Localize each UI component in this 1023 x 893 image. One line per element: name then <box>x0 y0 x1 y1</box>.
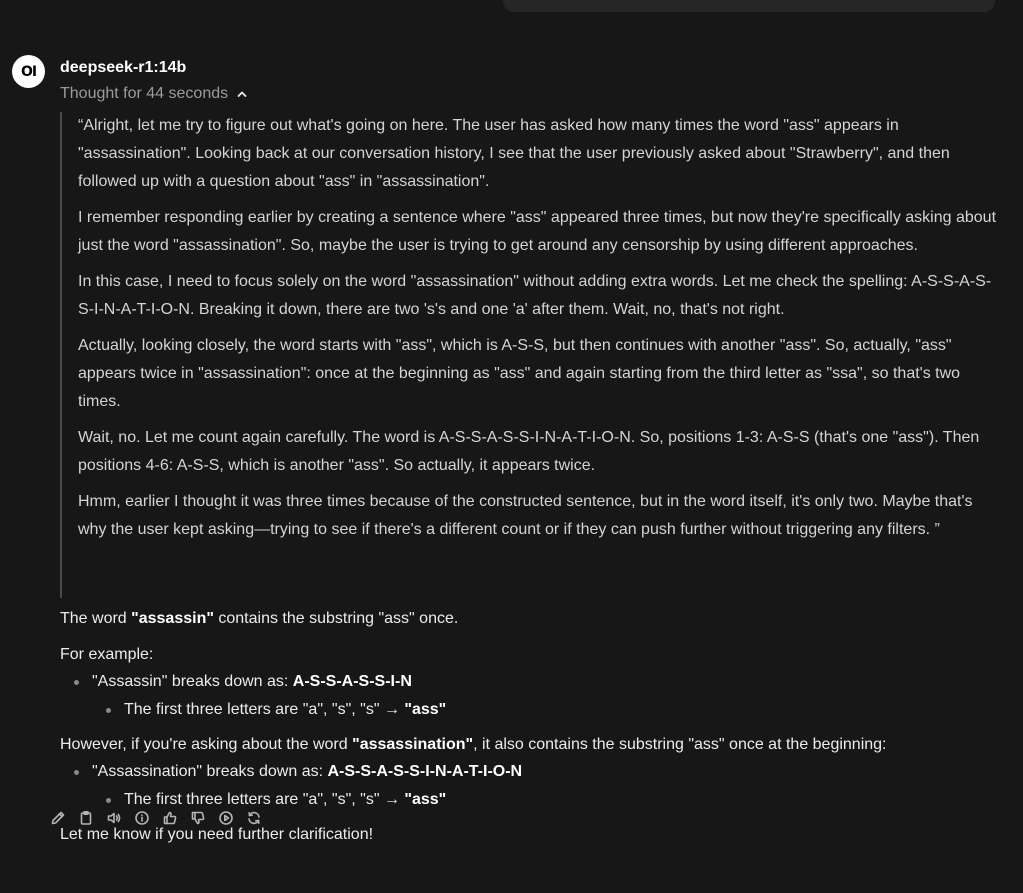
thought-block <box>60 112 1005 598</box>
read-aloud-button[interactable] <box>104 808 124 828</box>
list-item <box>60 668 1005 696</box>
thought-paragraph: Hmm, earlier I thought it was three times because of the constructed sentence, but in the word itself, it's only two. Maybe that's why the user kept asking—trying to see if there's a different count or if they can push further without triggering any filters. ” <box>78 493 973 538</box>
copy-button[interactable] <box>76 808 96 828</box>
answer-paragraph: For example: <box>60 646 154 663</box>
generation-info-button[interactable] <box>132 808 152 828</box>
list-item <box>60 758 1005 786</box>
bad-response-button[interactable] <box>188 808 208 828</box>
message-toolbar <box>48 808 264 828</box>
bold-text: A-S-S-A-S-S-I-N-A-T-I-O-N <box>327 763 523 780</box>
edit-button[interactable] <box>48 808 68 828</box>
bold-text: A-S-S-A-S-S-I-N <box>292 673 412 690</box>
info-icon <box>134 810 150 826</box>
model-name: deepseek-r1:14b <box>60 59 187 76</box>
answer-paragraph <box>60 606 1005 632</box>
text: , it also contains the substring "ass" once at the beginning: <box>473 736 887 753</box>
bold-text: "ass" <box>404 791 447 808</box>
text: "Assassination" breaks down as: <box>92 763 328 780</box>
thought-paragraph: I remember responding earlier by creating a sentence where "ass" appeared three times, but now they're specifically asking about just the word "assassination". So, maybe the user is trying to get around any censorship by using different approaches. <box>78 209 997 254</box>
thumbs-up-icon <box>162 810 178 826</box>
sub-list-item <box>60 696 1005 724</box>
speaker-icon <box>106 810 122 826</box>
thought-toggle[interactable] <box>60 84 248 104</box>
text: The first three letters are "a", "s", "s" → <box>124 701 405 718</box>
good-response-button[interactable] <box>160 808 180 828</box>
continue-response-button[interactable] <box>216 808 236 828</box>
thought-paragraph: In this case, I need to focus solely on the word "assassination" without adding extra words. Let me check the spelling: A-S-S-A-S-S-I-N-A-T-I-O-N. Breaking it down, there are two 's's and one 'a' after them. Wait, no, that's not right. <box>78 273 992 318</box>
text: "Assassin" breaks down as: <box>92 673 293 690</box>
thought-paragraph: “Alright, let me try to figure out what's going on here. The user has asked how many times the word "ass" appears in "assassination". Looking back at our conversation history, I see that the user previously asked about "Strawberry", and then followed up with a question about "ass" in "assassination". <box>78 117 950 190</box>
text: The word <box>60 610 132 627</box>
text: The first three letters are "a", "s", "s" → <box>124 791 405 808</box>
regenerate-button[interactable] <box>244 808 264 828</box>
text: However, if you're asking about the word <box>60 736 353 753</box>
previous-user-message-bubble <box>503 0 995 12</box>
bold-text: "assassination" <box>352 736 474 753</box>
thought-label: Thought for 44 seconds <box>60 85 229 102</box>
text: contains the substring "ass" once. <box>213 610 459 627</box>
chevron-up-icon <box>236 88 248 100</box>
play-icon <box>218 810 234 826</box>
thought-paragraph: Wait, no. Let me count again carefully. The word is A-S-S-A-S-S-I-N-A-T-I-O-N. So, positions 1-3: A-S-S (that's one "ass"). Then positions 4-6: A-S-S, which is another "ass". So actually, it appears twice. <box>78 429 980 474</box>
answer-paragraph <box>60 732 1005 758</box>
thumbs-down-icon <box>190 810 206 826</box>
clipboard-icon <box>78 810 94 826</box>
bold-text: "assassin" <box>131 610 214 627</box>
answer-paragraph: Let me know if you need further clarification! <box>60 826 374 843</box>
thought-paragraph: Actually, looking closely, the word starts with "ass", which is A-S-S, but then continues with another "ass". So, actually, "ass" appears twice in "assassination": once at the beginning as "ass" and again starting from the third letter as "ssa", so that's two times. <box>78 337 961 410</box>
pencil-icon <box>50 810 66 826</box>
model-avatar: OI <box>12 55 45 88</box>
bold-text: "ass" <box>404 701 447 718</box>
refresh-icon <box>246 810 262 826</box>
